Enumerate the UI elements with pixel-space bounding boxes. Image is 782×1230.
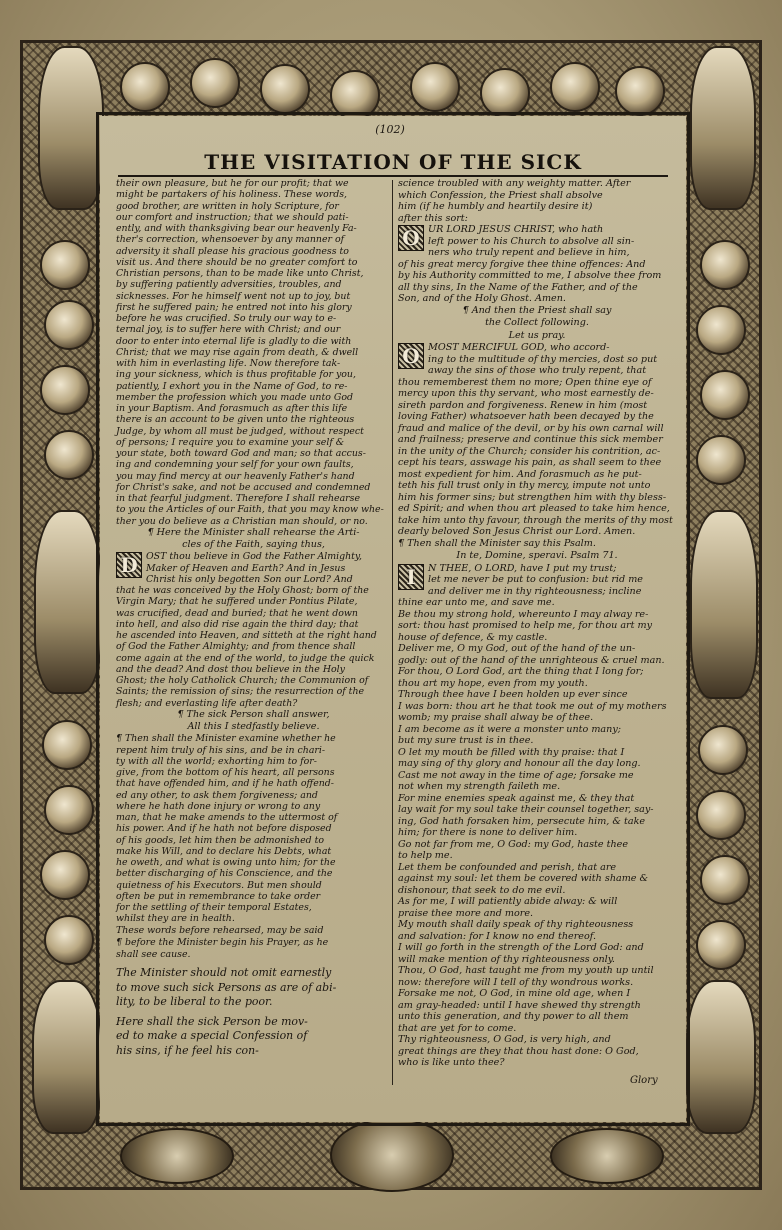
cherub-ornament-icon	[190, 58, 240, 108]
text-line: door to enter into eternal life is gladly to die with	[116, 335, 352, 347]
virgin-mary-figure	[690, 510, 758, 699]
text-line: make his Will, and to declare his Debts, what	[116, 845, 332, 857]
text-line: him; for there is none to deliver him.	[398, 827, 578, 838]
cherub-ornament-icon	[700, 855, 750, 905]
text-line: his sins, if he feel his con-	[116, 1043, 259, 1057]
text-line: lay wait for my soul take their counsel together, say-	[398, 804, 654, 815]
text-line: OST thou believe in God the Father Almighty,	[146, 551, 362, 563]
text-line: ternal joy, is to suffer here with Christ; and our	[116, 324, 341, 336]
text-line: Virgin Mary; that he suffered under Pontius Pilate,	[116, 596, 358, 608]
text-line: science troubled with any weighty matter. After	[398, 178, 631, 189]
text-line: there is an account to be given unto the righteous	[116, 414, 355, 426]
text-line: ners who truly repent and believe in him,	[428, 247, 630, 258]
angel-with-spear-figure	[690, 46, 756, 210]
psalm-dropcap: I	[398, 564, 424, 590]
foliage-ornament-right	[550, 1128, 664, 1184]
cherub-ornament-icon	[40, 365, 90, 415]
text-line: ed to make a special Confession of	[116, 1029, 308, 1043]
text-line: praise thee more and more.	[398, 907, 534, 919]
text-line: Here shall the sick Person be mov-	[116, 1015, 308, 1028]
cherub-ornament-icon	[42, 720, 92, 770]
text-line: come again at the end of the world, to judge the quick	[116, 652, 375, 664]
rubric-rehearse: ¶ Here the Minister shall rehearse the Arti-	[147, 526, 360, 538]
text-line: godly: out of the hand of the unrighteous & cruel man.	[398, 654, 665, 666]
rubric-let-us-pray: Let us pray.	[508, 329, 566, 341]
text-line: sireth pardon and forgiveness. Renew in him (most	[398, 399, 648, 411]
text-line: to help me.	[398, 850, 453, 861]
text-line: fraud and malice of the devil, or by his own carnal will	[398, 422, 664, 434]
left-column	[116, 178, 391, 1058]
text-line: into hell, and also did rise again the third day; that	[116, 618, 359, 630]
examine-rubric-text	[116, 733, 391, 924]
text-line: Forsake me not, O God, in mine old age, when I	[398, 988, 631, 999]
cherub-ornament-icon	[44, 300, 94, 350]
text-line: in your Baptism. And forasmuch as after this life	[116, 403, 348, 414]
text-line: Ghost; the holy Catholick Church; the Communion of	[116, 675, 369, 686]
text-line: may sing of thy glory and honour all the day long.	[398, 758, 641, 769]
text-line: left power to his Church to absolve all sin-	[428, 235, 635, 247]
text-line: visit us. And there should be no greater comfort to	[116, 256, 358, 268]
text-line: who is like unto thee?	[398, 1057, 505, 1068]
text-line: thine ear unto me, and save me.	[398, 597, 555, 608]
rubric-before-prayer: ¶ before the Minister begin his Prayer, as he	[116, 936, 329, 948]
text-line: Go not far from me, O God: my God, haste thee	[398, 838, 629, 850]
rubric-priest-say: ¶ And then the Priest shall say	[462, 304, 612, 316]
text-line: most expedient for him. And forasmuch as he put-	[398, 468, 642, 480]
text-line: away the sins of those who truly repent, that	[428, 365, 647, 376]
text-line: UR LORD JESUS CHRIST, who hath	[428, 224, 604, 235]
text-line: ing, God hath forsaken him, persecute him, & take	[398, 815, 646, 827]
column-divider	[392, 180, 393, 1085]
cherub-ornament-icon	[120, 62, 170, 112]
cherub-ornament-icon	[44, 430, 94, 480]
text-line: mercy upon this thy servant, who most earnestly de-	[398, 388, 654, 399]
text-line: against my soul: let them be covered with shame &	[398, 873, 649, 884]
cherub-ornament-icon	[480, 68, 530, 118]
text-line: by suffering patiently adversities, troubles, and	[116, 279, 342, 291]
text-line: all thy sins, In the Name of the Father, and of the	[398, 281, 638, 293]
text-line: but my sure trust is in thee.	[398, 735, 534, 746]
text-line: take him unto thy favour, through the merits of thy most	[398, 514, 673, 526]
cherub-ornament-icon	[698, 725, 748, 775]
cherub-ornament-icon	[410, 62, 460, 112]
text-line: patiently, I exhort you in the Name of God, to re-	[116, 380, 348, 392]
text-line: whilst they are in health.	[116, 913, 235, 925]
text-line: member the profession which you made unto God	[116, 391, 353, 403]
text-line: ed any other, to ask them forgiveness; and	[116, 789, 318, 801]
rubric-answer: ¶ The sick Person shall answer,	[177, 708, 330, 720]
text-line: Maker of Heaven and Earth? And in Jesus	[146, 562, 346, 574]
text-line: in that fearful judgment. Therefore I shall rehearse	[116, 493, 361, 504]
cherub-ornament-icon	[696, 305, 746, 355]
text-line: Son, and of the Holy Ghost. Amen.	[398, 293, 566, 304]
creed-block	[116, 551, 391, 709]
cherub-ornament-icon	[696, 435, 746, 485]
right-column	[398, 178, 676, 1069]
text-line: I am become as it were a monster unto many;	[398, 723, 621, 735]
cherub-ornament-icon	[700, 370, 750, 420]
text-line: ing and condemning your self for your own faults,	[116, 459, 354, 471]
text-line: with him in everlasting life. Now therefore tak-	[116, 358, 341, 369]
text-line: that have offended him, and if he hath offend-	[116, 778, 334, 790]
catchword: Glory	[630, 1075, 658, 1086]
psalm-text	[398, 563, 676, 1069]
text-line: him his former sins; but strengthen him with thy bless-	[398, 491, 667, 503]
christ-figure	[34, 510, 102, 694]
text-line: am gray-headed: until I have shewed thy strength	[398, 999, 641, 1011]
text-line: our comfort and instruction; that we should pati-	[116, 211, 349, 223]
text-line: dearly beloved Son Jesus Christ our Lord. Amen.	[398, 526, 636, 537]
text-line: cept his tears, asswage his pain, as shall seem to thee	[398, 457, 662, 468]
text-line: of his goods, let him then be admonished to	[116, 834, 325, 846]
text-line: loving Father) whatsoever hath been decayed by the	[398, 411, 654, 422]
text-line: after this sort:	[398, 212, 468, 224]
psalm-title: In te, Domine, speravi. Psalm 71.	[456, 550, 618, 561]
text-line: lity, to be liberal to the poor.	[116, 994, 273, 1008]
cherub-ornament-icon	[40, 240, 90, 290]
text-line: his power. And if he hath not before disposed	[116, 823, 332, 835]
text-line: As for me, I will patiently abide alway: & will	[398, 896, 618, 907]
text-line: Thou, O God, hast taught me from my youth up until	[398, 965, 654, 976]
eagle-ornament-center	[330, 1118, 454, 1192]
text-line: I was born: thou art he that took me out of my mothers	[398, 700, 667, 712]
text-line: N THEE, O LORD, have I put my trust;	[428, 562, 617, 574]
text-line: My mouth shall daily speak of thy righteousness	[398, 919, 634, 930]
text-line: by his Authority committed to me, I absolve thee from	[398, 270, 662, 281]
text-line: and frailness; preserve and continue this sick member	[398, 434, 663, 445]
text-line: that are yet for to come.	[398, 1022, 517, 1034]
text-line: he ascended into Heaven, and sitteth at the right hand	[116, 630, 377, 641]
title-rule	[118, 175, 668, 177]
cherub-ornament-icon	[44, 785, 94, 835]
exhortation-text	[116, 178, 391, 527]
text-line: to you the Articles of our Faith, that you may know whe-	[116, 504, 384, 516]
text-line: ing to the multitude of thy mercies, dost so put	[428, 353, 658, 365]
text-line: of God the Father Almighty; and from thence shall	[116, 641, 356, 653]
rubric-psalm: ¶ Then shall the Minister say this Psalm.	[398, 537, 596, 549]
absolution-dropcap: O	[398, 225, 424, 251]
text-line: The Minister should not omit earnestly	[116, 966, 332, 980]
praying-figure-bottom-left	[32, 980, 102, 1134]
text-line: thou rememberest them no more; Open thine eye of	[398, 376, 652, 388]
text-line: ther's correction, whensoever by any manner of	[116, 234, 345, 246]
text-line: flesh; and everlasting life after death?	[116, 697, 298, 709]
cherub-ornament-icon	[700, 240, 750, 290]
text-line: let me never be put to confusion: but rid me	[428, 574, 643, 585]
text-line: ing your sickness, which is thus profitable for you,	[116, 369, 356, 381]
text-line: man, that he make amends to the uttermost of	[116, 812, 338, 823]
text-line: often be put in remembrance to take order	[116, 890, 321, 902]
seated-figure-bottom-right	[686, 980, 756, 1134]
foliage-ornament-left	[120, 1128, 234, 1184]
text-line: Saints; the remission of sins; the resurrection of the	[116, 686, 365, 698]
confession-continued-text	[398, 178, 676, 224]
creed-dropcap: D	[116, 552, 142, 578]
rubric-rehearse-cont: cles of the Faith, saying thus,	[182, 539, 325, 550]
text-line: For thou, O Lord God, art the thing that I long for;	[398, 666, 644, 677]
text-line: Let them be confounded and perish, that are	[398, 861, 617, 873]
text-line: adversity it shall please his gracious goodness to	[116, 245, 349, 257]
text-line: of persons; I require you to examine your self &	[116, 436, 345, 448]
text-line: will make mention of thy righteousness only.	[398, 953, 615, 965]
text-line: first he suffered pain; he entred not into his glory	[116, 301, 352, 313]
text-line: For mine enemies speak against me, & they that	[398, 792, 635, 804]
text-line: him (if he humbly and heartily desire it)	[398, 201, 593, 212]
rubric-see-cause: shall see cause.	[116, 949, 191, 960]
text-line: teth his full trust only in thy mercy, impute not unto	[398, 480, 651, 491]
collect-block	[398, 342, 676, 538]
text-line: thou art my hope, even from my youth.	[398, 677, 588, 689]
text-line: ently, and with thanksgiving bear our heavenly Fa-	[116, 223, 357, 234]
text-line: repent him truly of his sins, and be in chari-	[116, 744, 326, 756]
text-line: sicknesses. For he himself went not up to joy, but	[116, 290, 351, 302]
alms-rubric-text	[116, 966, 391, 1009]
text-line: ty with all the world; exhorting him to for-	[116, 755, 317, 767]
answer-text: All this I stedfastly believe.	[187, 721, 320, 732]
text-line: good brother, are written in holy Scripture, for	[116, 200, 339, 212]
text-line: MOST MERCIFUL GOD, who accord-	[428, 342, 610, 353]
rubric-collect: the Collect following.	[485, 317, 589, 328]
text-line: Christ; that we may rise again from death, & dwell	[116, 346, 359, 358]
text-line: Cast me not away in the time of age; forsake me	[398, 769, 634, 781]
text-line: Through thee have I been holden up ever since	[398, 689, 628, 700]
page-title: THE VISITATION OF THE SICK	[204, 150, 582, 174]
text-line: might be partakers of his holiness. These words,	[116, 189, 348, 201]
text-line: Deliver me, O my God, out of the hand of the un-	[398, 643, 636, 654]
text-line: sort: thou hast promised to help me, for thou art my	[398, 620, 653, 631]
rubric-words-said: These words before rehearsed, may be said	[116, 924, 324, 936]
collect-text	[398, 342, 676, 538]
absolution-text	[398, 224, 676, 305]
text-line: ther you do believe as a Christian man should, or no.	[116, 515, 368, 527]
cherub-ornament-icon	[260, 64, 310, 114]
text-line: now: therefore will I tell of thy wondrous works.	[398, 976, 634, 988]
text-line: unto this generation, and thy power to all them	[398, 1011, 629, 1022]
creed-text	[116, 551, 391, 709]
text-line: O let my mouth be filled with thy praise: that I	[398, 746, 625, 758]
text-line: Christian persons, than to be made like unto Christ,	[116, 268, 364, 279]
text-line: ed Spirit; and when thou art pleased to take him hence,	[398, 503, 670, 514]
text-line: dishonour, that seek to do me evil.	[398, 884, 566, 896]
text-line: and deliver me in thy righteousness; incline	[428, 585, 642, 597]
page-number: (102)	[375, 123, 405, 136]
text-line: for Christ's sake, and not be accused and condemned	[116, 481, 371, 493]
psalm-block	[398, 563, 676, 1069]
text-line: your state, both toward God and man; so that accus-	[116, 448, 366, 459]
text-line: where he hath done injury or wrong to any	[116, 800, 321, 812]
cherub-ornament-icon	[40, 850, 90, 900]
cherub-ornament-icon	[550, 62, 600, 112]
text-line: for the settling of their temporal Estates,	[116, 902, 312, 913]
text-line: quietness of his Executors. But men should	[116, 879, 322, 891]
text-line: to move such sick Persons as are of abi-	[116, 980, 337, 994]
text-line: which Confession, the Priest shall absolve	[398, 189, 603, 201]
text-line: Be thou my strong hold, whereunto I may alway re-	[398, 608, 649, 620]
text-line: Thy righteousness, O God, is very high, and	[398, 1034, 611, 1045]
text-line: great things are they that thou hast done: O God,	[398, 1045, 639, 1057]
confession-rubric-text	[116, 1015, 391, 1058]
text-line: their own pleasure, but he for our profit; that we	[116, 178, 349, 189]
absolution-block	[398, 224, 676, 305]
cherub-ornament-icon	[615, 66, 665, 116]
text-line: I will go forth in the strength of the Lord God: and	[398, 942, 644, 953]
angel-with-cross-figure	[38, 46, 104, 210]
text-line: better discharging of his Conscience, and the	[116, 868, 333, 880]
text-line: not when my strength faileth me.	[398, 781, 561, 792]
cherub-ornament-icon	[696, 920, 746, 970]
text-line: was crucified, dead and buried; that he went down	[116, 607, 358, 619]
text-line: that he was conceived by the Holy Ghost; born of the	[116, 585, 369, 596]
text-line: you may find mercy at our heavenly Father's hand	[116, 470, 355, 482]
text-line: Christ his only begotten Son our Lord? And	[146, 573, 353, 585]
text-line: of his great mercy forgive thee thine offences: And	[398, 258, 646, 270]
text-line: in the unity of the Church; consider his contrition, ac-	[398, 445, 661, 457]
text-line: house of defence, & my castle.	[398, 631, 548, 643]
text-line: and the dead? And dost thou believe in the Holy	[116, 663, 345, 675]
text-line: womb; my praise shall alway be of thee.	[398, 712, 594, 723]
text-line: he oweth, and what is owing unto him; for the	[116, 857, 336, 868]
text-line: and salvation: for I know no end thereof.	[398, 930, 596, 942]
text-line: ¶ Then shall the Minister examine whether he	[116, 733, 336, 745]
text-line: give, from the bottom of his heart, all persons	[116, 767, 335, 778]
collect-dropcap: O	[398, 343, 424, 369]
cherub-ornament-icon	[44, 915, 94, 965]
text-line: Judge, by whom all must be judged, without respect	[116, 425, 364, 437]
cherub-ornament-icon	[696, 790, 746, 840]
text-line: before he was crucified. So truly our way to e-	[116, 313, 337, 324]
